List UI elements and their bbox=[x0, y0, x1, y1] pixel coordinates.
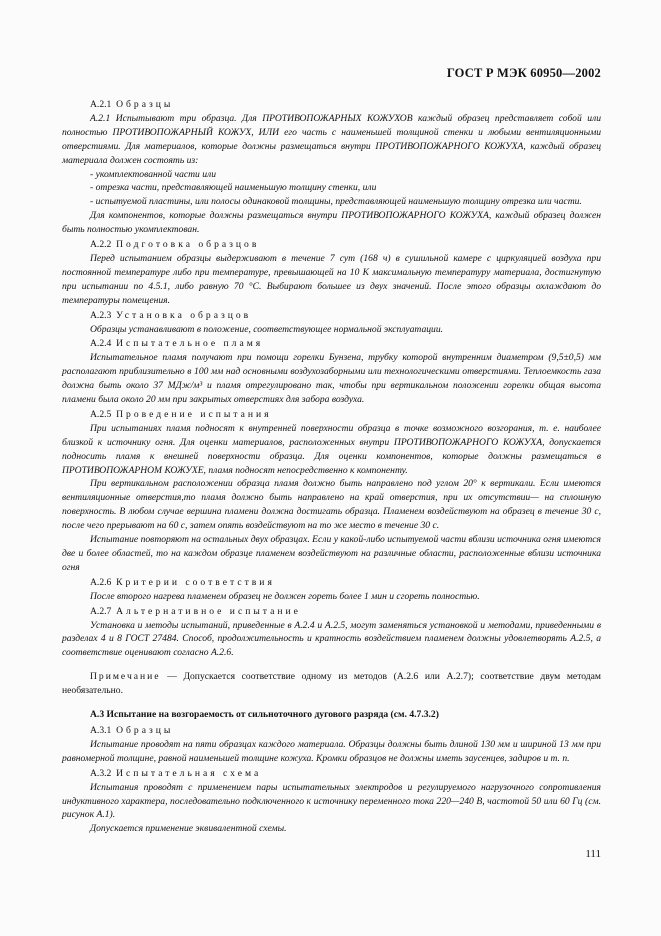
section-heading-a27: А.2.7 Альтернативное испытание bbox=[90, 605, 301, 617]
page-content bbox=[62, 98, 601, 836]
paragraph: После второго нагрева пламенем образец не должен гореть более 1 мин и сгореть полностью. bbox=[90, 590, 480, 602]
section-heading-a24: А.2.4 Испытательное пламя bbox=[90, 338, 264, 350]
paragraph: Испытательное пламя получают при помощи горелки Бунзена, трубку которой внутренним диаметром (9,5±0,5) мм располагают приблизительно в 100 мм над основными воздухозаборными или технологическими отверстиями. Теплоемкость газа должна быть около 37 МДж/м³ и пламя отрегулировано так, чтобы при вертикальном положении горелки общая высота пламени была около 20 мм при закрытых отверстиях для забора воздуха. bbox=[62, 352, 601, 406]
paragraph: Образцы устанавливают в положение, соответствующее нормальной эксплуатации. bbox=[90, 323, 444, 335]
section-heading-a31: А.3.1 Образцы bbox=[90, 724, 174, 736]
paragraph: А.2.1 Испытывают три образца. Для ПРОТИВОПОЖАРНЫХ КОЖУХОВ каждый образец представляет собой или полностью ПРОТИВОПОЖАРНЫЙ КОЖУХ, ИЛИ его часть с наименьшей толщиной стенки и любыми вентиляционными отверстиями. Для материалов, которые должны размещаться внутри ПРОТИВОПОЖАРНОГО КОЖУХА, каждый образец материала должен состоять из: bbox=[62, 112, 601, 166]
section-heading-a21: А.2.1 Образцы bbox=[90, 99, 174, 110]
paragraph: Установка и методы испытаний, приведенные в А.2.4 и А.2.5, могут заменяться установкой и методами, приведенными в разделах 4 и 8 ГОСТ 27484. Способ, продолжительность и кратность воздействием пламенем должны удовлетворять А.2.5, а соответствие оценивают согласно А.2.6. bbox=[62, 619, 601, 659]
page-header: ГОСТ Р МЭК 60950—2002 bbox=[446, 66, 601, 80]
paragraph: Испытание проводят на пяти образцах каждого материала. Образцы должны быть длиной 130 мм и шириной 13 мм при равномерной толщине, равной наименьшей толщине кожуха. Кромки образцов не должны иметь заусенцев, задиров и т. п. bbox=[62, 738, 601, 764]
paragraph: Допускается применение эквивалентной схемы. bbox=[90, 823, 287, 835]
section-heading-a32: А.3.2 Испытательная схема bbox=[90, 767, 262, 779]
list-item: - испытуемой пластины, или полосы одинаковой толщины, представляющей наименьшую толщину отрезка или части. bbox=[90, 196, 582, 208]
section-heading-a3: А.3 Испытание на возгораемость от сильноточного дугового разряда (см. 4.7.3.2) bbox=[90, 709, 439, 721]
note-label: Примечание bbox=[90, 671, 161, 683]
section-heading-a25: А.2.5 Проведение испытания bbox=[90, 408, 272, 420]
section-heading-a23: А.2.3 Установка образцов bbox=[90, 309, 252, 321]
note-text: — Допускается соответствие одному из методов (А.2.6 или А.2.7); соответствие двум методам необязательно. bbox=[62, 671, 601, 697]
page-number: 111 bbox=[585, 848, 601, 860]
list-item: - укомплектованной части или bbox=[90, 168, 217, 180]
paragraph: Испытания проводят с применением пары испытательных электродов и регулируемого нагрузочного сопротивления индуктивного характера, последовательно подключенного к источнику переменного тока 220—240 В, частотой 50 или 60 Гц (см. рисунок А.1). bbox=[62, 781, 601, 821]
paragraph: Перед испытанием образцы выдерживают в течение 7 сут (168 ч) в сушильной камере с циркуляцией воздуха при постоянной температуре либо при температуре, превышающей на 10 К максимальную температуру материала, достигнутую при испытании по 4.5.1, либо равную 70 °С. Выбирают большее из двух значений. После этого образцы охлаждают до температуры помещения. bbox=[62, 252, 601, 306]
paragraph: При испытаниях пламя подносят к внутренней поверхности образца в точке возможного возгорания, т. е. наиболее близкой к источнику огня. Для оценки материалов, расположенных внутри ПРОТИВОПОЖАРНОГО КОЖУХА, допускается подносить пламя к внешней поверхности образца. Для оценки компонентов, которые должны размещаться в ПРОТИВОПОЖАРНОМ КОЖУХЕ, пламя подносят непосредственно к компоненту. bbox=[62, 422, 601, 476]
section-heading-a22: А.2.2 Подготовка образцов bbox=[90, 239, 260, 251]
section-heading-a26: А.2.6 Критерии соответствия bbox=[90, 576, 275, 588]
paragraph: Для компонентов, которые должны размещаться внутри ПРОТИВОПОЖАРНОГО КОЖУХА, каждый образец должен быть полностью укомплектован. bbox=[62, 210, 601, 236]
note bbox=[62, 670, 601, 698]
paragraph: Испытание повторяют на остальных двух образцах. Если у какой-либо испытуемой части вблизи источника огня имеются две и более областей, то на каждом образце пламенем воздействуют на различные области, расположенные вблизи источника огня bbox=[62, 534, 601, 573]
paragraph: При вертикальном расположении образца пламя должно быть направлено под углом 20° к вертикали. Если имеются вентиляционные отверстия,то пламя должно быть направлено на край отверстия, при их отсутствии— на сплошную поверхность. В любом случае вершина пламени должна достигать образца. Пламенем воздействуют на образец в течение 30 с, после чего прерывают на 60 с, затем опять воздействуют на то же место в течение 30 с. bbox=[62, 478, 601, 532]
list-item: - отрезка части, представляющей наименьшую толщину стенки, или bbox=[90, 182, 377, 194]
